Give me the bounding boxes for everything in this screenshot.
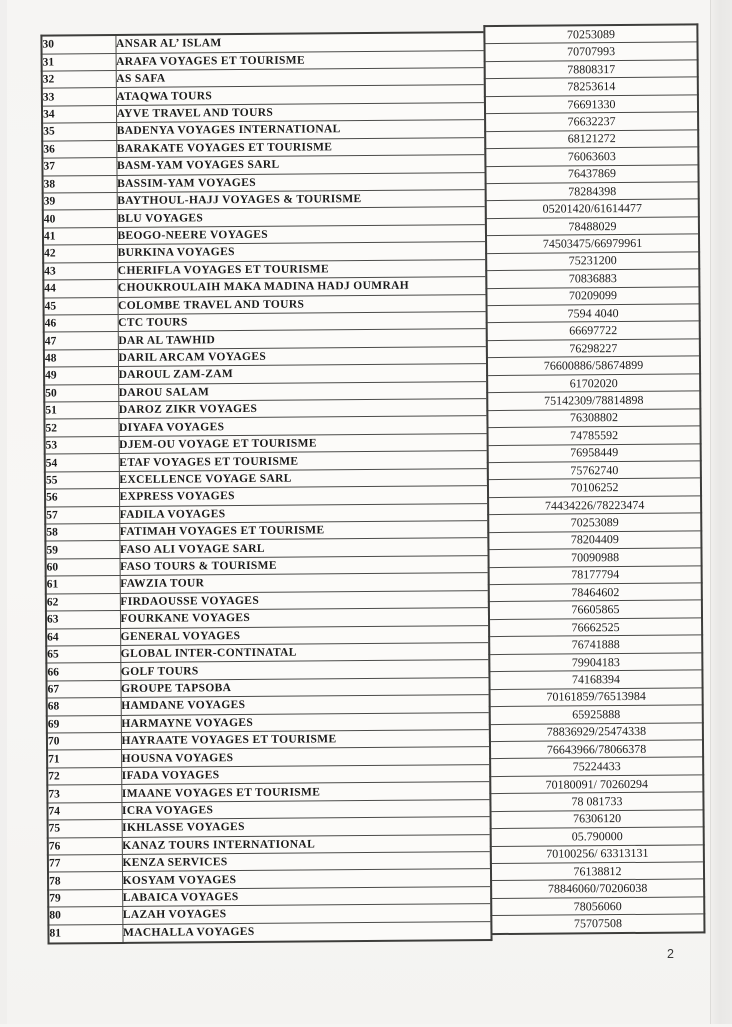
phone-row [485,164,698,183]
phone-cell: 76308802 [487,409,700,428]
row-number-cell: 57 [45,506,119,524]
phone-row [488,531,701,550]
phone-cell: 78836929/25474338 [490,722,703,741]
row-number-cell: 53 [45,436,119,454]
phone-cell: 70106252 [488,478,701,497]
row-number-cell: 70 [47,733,121,751]
phone-cell: 76298227 [487,339,700,358]
phone-cell: 76741888 [489,635,702,654]
phone-row [489,618,702,637]
phone-row [486,199,699,218]
agency-name-cell: DIYAFA VOYAGES [118,416,487,436]
row-number-cell: 66 [46,663,120,681]
phone-cell: 70180091/ 70260294 [490,775,703,794]
agency-table-left [40,31,492,944]
phone-cell: 76600886/58674899 [487,356,700,375]
row-number-cell: 56 [45,489,119,507]
phone-cell: 7594 4040 [487,304,700,323]
phone-row [486,234,699,253]
agency-name-cell: DJEM-OU VOYAGE ET TOURISME [119,433,488,453]
agency-name-cell: GLOBAL INTER-CONTINATAL [120,643,489,663]
phone-row [486,217,699,236]
phone-cell: 78464602 [489,583,702,602]
row-number-cell: 31 [42,53,116,71]
agency-name-cell: IFADA VOYAGES [121,764,490,784]
phone-row [488,461,701,480]
row-number-cell: 81 [48,924,122,943]
row-number-cell: 80 [48,907,122,925]
phone-cell: 76643966/78066378 [490,740,703,759]
agency-name-cell: CHERIFLA VOYAGES ET TOURISME [117,259,486,279]
row-number-cell: 41 [43,227,117,245]
row-number-cell: 33 [42,88,116,106]
phone-cell: 75762740 [488,461,701,480]
agency-table-phone-column [483,23,705,935]
phone-cell: 70707993 [485,42,698,61]
phone-cell: 78253614 [485,77,698,96]
row-number-cell: 51 [44,402,118,420]
row-number-cell: 65 [46,645,120,663]
agency-name-cell: ANSAR AL’ ISLAM [115,32,484,53]
row-number-cell: 55 [45,471,119,489]
phone-row [488,443,701,462]
agency-name-cell: GROUPE TAPSOBA [120,677,489,697]
phone-cell: 76437869 [485,164,698,183]
row-number-cell: 42 [43,245,117,263]
row-number-cell: 44 [43,280,117,298]
row-number-cell: 37 [42,158,116,176]
phone-row [490,775,703,794]
phone-cell: 74168394 [489,670,702,689]
agency-name-cell: BASSIM-YAM VOYAGES [117,172,486,192]
phone-cell: 70253089 [488,513,701,532]
agency-name-cell: IMAANE VOYAGES ET TOURISME [121,782,490,802]
row-number-cell: 34 [42,105,116,123]
phone-cell: 78204409 [488,531,701,550]
agency-name-cell: IKHLASSE VOYAGES [122,817,491,837]
phone-cell: 05.790000 [491,827,704,846]
agency-name-cell: BARAKATE VOYAGES ET TOURISME [116,137,485,157]
agency-name-cell: ARAFA VOYAGES ET TOURISME [116,50,485,70]
row-number-cell: 78 [48,872,122,890]
row-number-cell: 79 [48,889,122,907]
agency-name-cell: HARMAYNE VOYAGES [121,712,490,732]
phone-cell: 05201420/61614477 [486,199,699,218]
row-number-cell: 47 [44,332,118,350]
phone-row [489,600,702,619]
phone-row [491,827,704,846]
phone-row [487,304,700,323]
phone-cell: 74503475/66979961 [486,234,699,253]
phone-row [485,112,698,131]
agency-table-body [41,32,491,943]
row-number-cell: 73 [47,785,121,803]
phone-cell: 76306120 [491,810,704,829]
row-number-cell: 38 [43,175,117,193]
row-number-cell: 39 [43,192,117,210]
row-number-cell: 62 [46,593,120,611]
phone-cell: 70090988 [488,548,701,567]
row-number-cell: 61 [46,576,120,594]
phone-row [489,583,702,602]
agency-name-cell: BLU VOYAGES [117,207,486,227]
phone-row [487,339,700,358]
row-number-cell: 64 [46,628,120,646]
phone-cell: 76138812 [491,862,704,881]
phone-row [491,914,704,934]
phone-cell: 76632237 [485,112,698,131]
agency-name-cell: FAWZIA TOUR [120,573,489,593]
agency-name-cell: HAMDANE VOYAGES [121,695,490,715]
phone-row [486,252,699,271]
phone-cell: 70209099 [486,287,699,306]
agency-name-cell: LAZAH VOYAGES [122,904,491,924]
phone-row [491,897,704,916]
phone-row [490,688,703,707]
row-number-cell: 63 [46,611,120,629]
phone-row [485,77,698,96]
agency-name-cell: COLOMBE TRAVEL AND TOURS [117,294,486,314]
agency-name-cell: BURKINA VOYAGES [117,242,486,262]
phone-row [491,862,704,881]
phone-row [487,356,700,375]
phone-cell: 76662525 [489,618,702,637]
agency-name-cell: AYVE TRAVEL AND TOURS [116,102,485,122]
phone-row [486,269,699,288]
phone-row [488,426,701,445]
phone-cell: 75142309/78814898 [487,391,700,410]
phone-row [490,792,703,811]
phone-row [485,42,698,61]
phone-row [484,24,697,44]
phone-row [491,845,704,864]
agency-name-cell: FASO TOURS & TOURISME [120,555,489,575]
row-number-cell: 30 [41,35,115,54]
phone-row [489,670,702,689]
agency-name-cell: HOUSNA VOYAGES [121,747,490,767]
page-number: 2 [667,947,674,961]
row-number-cell: 52 [44,419,118,437]
row-number-cell: 75 [48,820,122,838]
phone-cell: 78056060 [491,897,704,916]
agency-name-cell: ETAF VOYAGES ET TOURISME [119,451,488,471]
agency-name-cell: ATAQWA TOURS [116,85,485,105]
row-number-cell: 35 [42,123,116,141]
agency-name-cell: GOLF TOURS [120,660,489,680]
phone-cell: 66697722 [487,321,700,340]
phone-row [491,810,704,829]
row-number-cell: 43 [43,262,117,280]
agency-name-cell: DAROU SALAM [118,381,487,401]
phone-cell: 78 081733 [490,792,703,811]
phone-cell: 74434226/78223474 [488,496,701,515]
phone-cell: 65925888 [490,705,703,724]
phone-column-body [484,24,704,934]
agency-name-cell: EXPRESS VOYAGES [119,486,488,506]
agency-name-cell: HAYRAATE VOYAGES ET TOURISME [121,730,490,750]
agency-name-cell: FOURKANE VOYAGES [120,608,489,628]
phone-cell: 76958449 [488,443,701,462]
phone-row [487,391,700,410]
phone-cell: 78284398 [486,182,699,201]
phone-cell: 76605865 [489,600,702,619]
row-number-cell: 40 [43,210,117,228]
agency-name-cell: FADILA VOYAGES [119,503,488,523]
agency-name-cell: BADENYA VOYAGES INTERNATIONAL [116,120,485,140]
agency-name-cell: FATIMAH VOYAGES ET TOURISME [119,521,488,541]
agency-name-cell: DAR AL TAWHID [118,329,487,349]
phone-cell: 70161859/76513984 [490,688,703,707]
row-number-cell: 60 [46,558,120,576]
agency-name-cell: KENZA SERVICES [122,852,491,872]
agency-name-cell: BAYTHOUL-HAJJ VOYAGES & TOURISME [117,190,486,210]
phone-row [485,147,698,166]
agency-name-cell: KANAZ TOURS INTERNATIONAL [122,834,491,854]
row-number-cell: 58 [45,523,119,541]
agency-name-cell: KOSYAM VOYAGES [122,869,491,889]
phone-row [490,740,703,759]
phone-cell: 78177794 [489,566,702,585]
row-number-cell: 32 [42,71,116,89]
agency-name-cell: ICRA VOYAGES [121,799,490,819]
agency-name-cell: EXCELLENCE VOYAGE SARL [119,468,488,488]
row-number-cell: 36 [42,140,116,158]
row-number-cell: 74 [47,802,121,820]
phone-cell: 74785592 [488,426,701,445]
phone-row [488,478,701,497]
row-number-cell: 76 [48,837,122,855]
phone-row [489,635,702,654]
phone-cell: 70253089 [484,24,697,44]
agency-name-cell: BEOGO-NEERE VOYAGES [117,224,486,244]
row-number-cell: 59 [45,541,119,559]
row-number-cell: 48 [44,349,118,367]
phone-row [490,705,703,724]
phone-row [488,548,701,567]
phone-row [486,287,699,306]
agency-name-cell: GENERAL VOYAGES [120,625,489,645]
row-number-cell: 54 [45,454,119,472]
phone-row [490,757,703,776]
phone-cell: 76063603 [485,147,698,166]
phone-row [490,722,703,741]
phone-row [486,182,699,201]
phone-cell: 78846060/70206038 [491,879,704,898]
phone-cell: 78808317 [485,60,698,79]
phone-cell: 75707508 [491,914,704,934]
row-number-cell: 77 [48,854,122,872]
phone-row [491,879,704,898]
phone-cell: 78488029 [486,217,699,236]
phone-cell: 61702020 [487,374,700,393]
table-row [48,921,491,943]
row-number-cell: 46 [44,314,118,332]
row-number-cell: 45 [43,297,117,315]
phone-cell: 68121272 [485,130,698,149]
phone-cell: 70100256/ 63313131 [491,845,704,864]
agency-name-cell: DAROZ ZIKR VOYAGES [118,399,487,419]
agency-name-cell: MACHALLA VOYAGES [122,921,491,943]
row-number-cell: 67 [46,680,120,698]
phone-row [487,409,700,428]
phone-row [485,95,698,114]
phone-cell: 75224433 [490,757,703,776]
phone-row [489,566,702,585]
row-number-cell: 50 [44,384,118,402]
row-number-cell: 49 [44,367,118,385]
agency-name-cell: FASO ALI VOYAGE SARL [119,538,488,558]
phone-row [487,374,700,393]
agency-name-cell: LABAICA VOYAGES [122,886,491,906]
agency-name-cell: FIRDAOUSSE VOYAGES [120,590,489,610]
phone-row [485,60,698,79]
agency-name-cell: AS SAFA [116,68,485,88]
agency-name-cell: BASM-YAM VOYAGES SARL [116,155,485,175]
row-number-cell: 69 [47,715,121,733]
phone-row [488,496,701,515]
phone-cell: 76691330 [485,95,698,114]
row-number-cell: 72 [47,767,121,785]
phone-cell: 79904183 [489,653,702,672]
agency-name-cell: CHOUKROULAIH MAKA MADINA HADJ OUMRAH [117,277,486,297]
agency-name-cell: DAROUL ZAM-ZAM [118,364,487,384]
phone-cell: 70836883 [486,269,699,288]
row-number-cell: 71 [47,750,121,768]
phone-row [487,321,700,340]
phone-cell: 75231200 [486,252,699,271]
phone-row [489,653,702,672]
phone-row [485,130,698,149]
agency-name-cell: CTC TOURS [118,312,487,332]
row-number-cell: 68 [47,698,121,716]
phone-row [488,513,701,532]
agency-name-cell: DARIL ARCAM VOYAGES [118,346,487,366]
